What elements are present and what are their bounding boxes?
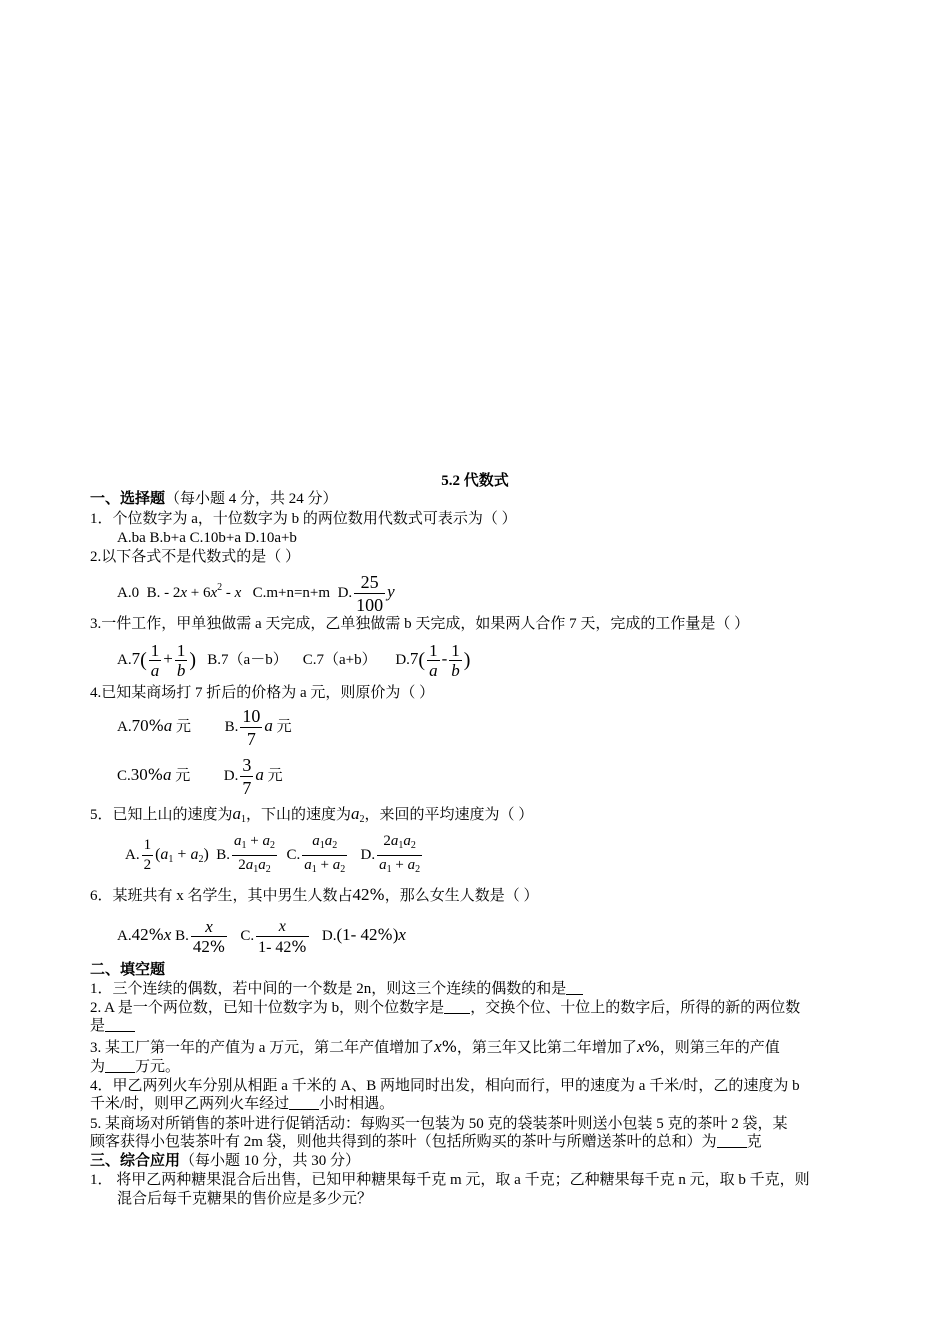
fill-3-text-b: ，第三年又比第二年增加了 [456, 1040, 637, 1056]
question-3-stem: 3.一件工作，甲单独做需 a 天完成，乙单独做需 b 天完成，如果两人合作 7 天，完成的工作量是（ ） [90, 616, 750, 632]
section-3-note: （每小题 10 分，共 30 分） [180, 1153, 361, 1169]
q5-option-a-fraction: $\frac{1}{2}$ [143, 837, 152, 874]
q6-option-b-fraction: $\frac{x}{42\%}$ [192, 917, 226, 957]
q4-option-a-expr: 70%a [131, 716, 173, 735]
q2-option-d-label: D. [337, 585, 353, 601]
q5-option-b-label: B. [216, 847, 231, 863]
q4-a-unit: 元 [176, 719, 192, 735]
q3-option-c: C.7（a+b） [302, 652, 377, 668]
fill-4-text-b: 小时相遇。 [319, 1096, 395, 1112]
q6-stem-part-b: ，那么女生人数是（ ） [384, 888, 539, 904]
fill-3-text-c: ，则第三年的产值 [659, 1040, 780, 1056]
question-6-stem: 6．某班共有 x 名学生，其中男生人数占42%，那么女生人数是（ ） [90, 885, 539, 904]
q5-option-d-label: D. [360, 847, 376, 863]
q6-stem-part-a: 6．某班共有 x 名学生，其中男生人数占 [90, 888, 353, 904]
q4-option-a-label: A. [117, 719, 132, 735]
q4-c-percent-value: 30 [130, 765, 148, 784]
fill-4-text-a: 千米/时，则甲乙两列火车经过 [90, 1096, 290, 1112]
q4-option-d-fraction [240, 754, 253, 799]
application-question-1-line2: 混合后每千克糖果的售价应是多少元？ [117, 1191, 373, 1207]
q2-option-c: C.m+n=n+m [252, 585, 331, 601]
fill-3-text-a: 3. 某工厂第一年的产值为 a 万元，第二年产值增加了 [90, 1040, 435, 1056]
q6-option-d-expr: (1- 42%)x [336, 925, 406, 944]
fraction-denominator: 7 [242, 778, 252, 799]
q2-option-b-label: B. [146, 585, 161, 601]
fill-5-text-b: 克 [746, 1134, 762, 1150]
q6-option-b-label: B. [175, 928, 189, 944]
answer-blank[interactable] [289, 1095, 319, 1110]
q2-option-d-var: y [387, 582, 395, 601]
fraction-numerator: 25 [360, 572, 379, 593]
fill-question-4-line1: 4．甲乙两列火车分别从相距 a 千米的 A、B 两地同时出发，相向而行，甲的速度为 a 千米/时，乙的速度为 b [90, 1078, 800, 1094]
fill-2-text-b: ，交换个位、十位上的数字后，所得的新的两位数 [470, 1000, 801, 1016]
question-2-options [117, 566, 395, 616]
question-3-options [117, 637, 470, 682]
section-2-title: 二、填空题 [90, 962, 166, 978]
question-2-stem: 2.以下各式不是代数式的是（ ） [90, 549, 301, 565]
q5-option-b-fraction: $\frac{a_1 + a_2}{2a_1a_2}$ [232, 832, 277, 879]
q5-option-c-label: C. [286, 847, 301, 863]
q4-b-unit: 元 [276, 719, 292, 735]
q3-option-a-label: A. [117, 652, 132, 668]
answer-blank[interactable] [444, 999, 470, 1014]
q5-stem-part-c: ，来回的平均速度为（ ） [364, 807, 534, 823]
q5-option-a-label: A. [125, 847, 140, 863]
q6-option-c-fraction: $\frac{x}{1- 42\%}$ [258, 917, 307, 956]
fraction-numerator: 10 [242, 706, 261, 727]
fill-5-text-a: 顾客获得小包装茶叶有 2m 袋，则他共得到的茶叶（包括所购买的茶叶与所赠送茶叶的总和）为 [90, 1134, 717, 1150]
fill-3-text-e: 万元。 [135, 1059, 181, 1075]
question-4-options-row2: C.30%a 元 D. $\frac{3}{7}$ a 元 [117, 755, 283, 799]
fill-3-text-d: 为 [90, 1059, 106, 1075]
q2-option-d-fraction [354, 571, 385, 616]
fill-1-text: 1．三个连续的偶数，若中间的一个数是 2n，则这三个连续的偶数的和是 [90, 981, 567, 997]
answer-blank[interactable] [105, 1017, 135, 1032]
fraction-denominator: 100 [356, 595, 384, 616]
application-question-1-line1: 1． 将甲乙两种糖果混合后出售，已知甲种糖果每千克 m 元，取 a 千克；乙种糖果每千克 n 元，取 b 千克，则 [90, 1172, 810, 1188]
q3-option-d-expr: 7( $\frac{1}{a}$ - $\frac{1}{b}$ ) [409, 640, 471, 680]
q4-option-c-expr: 30%a [130, 765, 172, 784]
section-heading-choice [90, 490, 338, 508]
fill-question-4-line2 [90, 1095, 394, 1113]
question-6-options [117, 910, 406, 961]
q4-option-c-label: C. [117, 768, 131, 784]
q4-d-unit: 元 [267, 768, 283, 784]
section-1-note: （每小题 4 分，共 24 分） [165, 491, 338, 507]
question-4-stem: 4.已知某商场打 7 折后的价格为 a 元，则原价为（ ） [90, 685, 435, 701]
fill-2-text-c: 是 [90, 1018, 106, 1034]
fill-question-1 [90, 980, 583, 998]
q3-option-b: B.7（a－b） [207, 652, 288, 668]
q4-option-b-fraction [240, 705, 262, 750]
page-title: 5.2 代数式 [441, 473, 509, 489]
answer-blank[interactable] [717, 1133, 747, 1148]
q3-option-a-expr: 7( $\frac{1}{a}$ + $\frac{1}{b}$ ) [131, 640, 197, 680]
fraction-numerator: 3 [242, 755, 252, 776]
answer-blank[interactable] [566, 980, 583, 995]
q4-option-b-label: B. [224, 719, 239, 735]
fill-question-5-line2 [90, 1133, 762, 1151]
q2-option-b-expr: - $2x + 6x^2 - x$ [164, 582, 242, 601]
answer-blank[interactable] [105, 1058, 135, 1073]
q6-option-d-label: D. [321, 928, 337, 944]
question-5-options: A. $\frac{1}{2}$ $(a_1 + a_2)$ B. $\frac{a_1 + a_2}{2a_1a_2}$ C. $\frac{a_1a_2}{a_1 + a_2}$ D. $\frac{2a_1a_2}{a_1 + a_2}$ [125, 830, 424, 885]
q4-option-d-label: D. [223, 768, 239, 784]
fill-question-2-line2 [90, 1017, 135, 1035]
q5-stem-part-a: 5．已知上山的速度为 [90, 807, 233, 823]
q6-option-a-expr: 42%x [131, 925, 172, 944]
section-1-title: 一、选择题 [90, 491, 166, 507]
q6-option-c-label: C. [240, 928, 255, 944]
question-5-stem: 5．已知上山的速度为$a_1$，下山的速度为$a_2$，来回的平均速度为（ ） [90, 804, 534, 825]
section-heading-application [90, 1152, 360, 1170]
fill-question-2-line1 [90, 999, 800, 1017]
fill-2-text-a: 2. A 是一个两位数，已知十位数字为 b，则个位数字是 [90, 1000, 445, 1016]
q3-option-d-label: D. [395, 652, 410, 668]
q6-percent-value: 42 [352, 885, 370, 904]
q4-c-unit: 元 [175, 768, 191, 784]
q5-stem-part-b: ，下山的速度为 [246, 807, 352, 823]
section-3-title: 三、综合应用 [90, 1153, 181, 1169]
fill-question-3-line2 [90, 1058, 180, 1076]
fraction-denominator: 7 [240, 727, 262, 750]
q5-option-d-fraction: $\frac{2a_1a_2}{a_1 + a_2}$ [377, 832, 422, 879]
q4-a-percent-value: 70 [131, 716, 149, 735]
fill-question-5-line1: 5. 某商场对所销售的茶叶进行促销活动：每购买一包装为 50 克的袋装茶叶则送小包装 5 克的茶叶 2 袋，某 [90, 1116, 788, 1132]
question-1-options: A.ba B.b+a C.10b+a D.10a+b [117, 530, 297, 546]
q5-option-c-fraction: $\frac{a_1a_2}{a_1 + a_2}$ [302, 832, 347, 879]
q6-option-a-label: A. [117, 928, 132, 944]
question-1-stem: 1．个位数字为 a，十位数字为 b 的两位数用代数式可表示为（ ） [90, 511, 517, 527]
fill-question-3-line1: 3. 某工厂第一年的产值为 a 万元，第二年产值增加了x%，第三年又比第二年增加了x%，则第三年的产值 [90, 1037, 780, 1056]
q2-option-a: A.0 [117, 585, 140, 601]
question-4-options-row1: A.70%a 元 B. $\frac{10}{7}$ a 元 [117, 706, 292, 750]
